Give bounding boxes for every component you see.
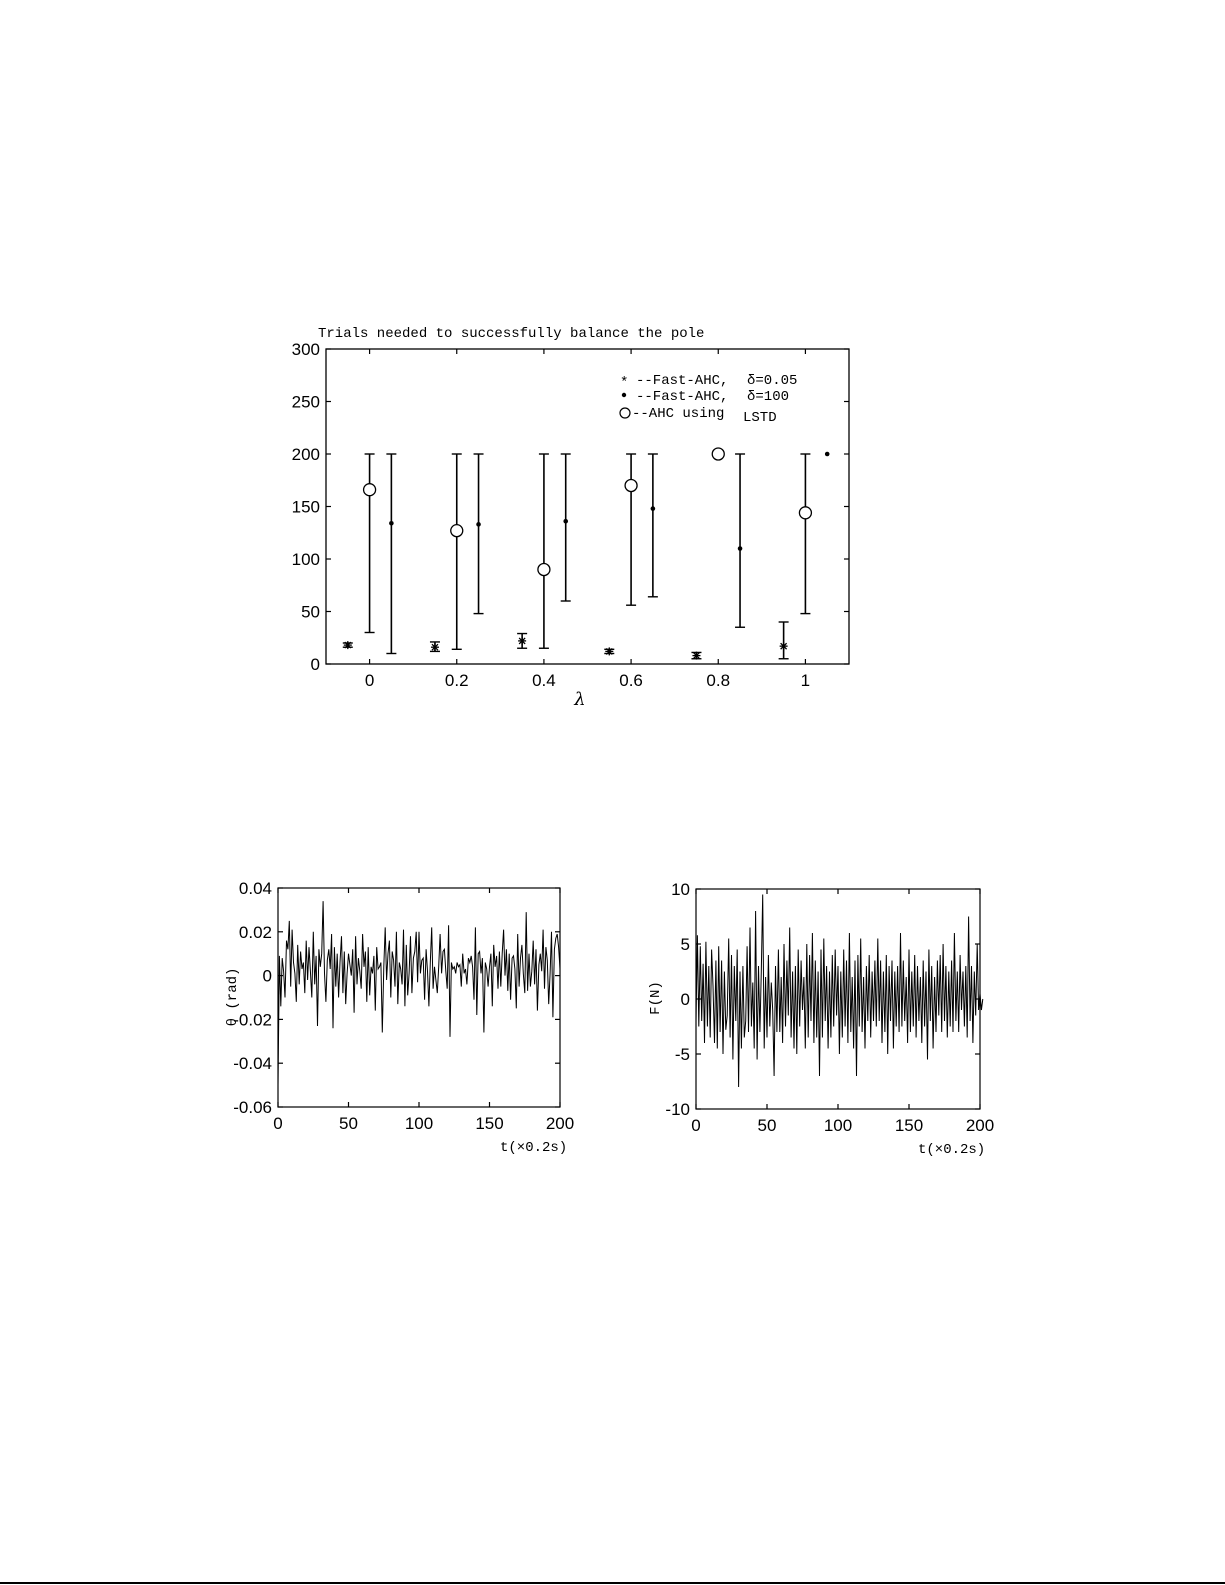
x-tick-label: 100 — [823, 1116, 853, 1135]
x-tick-label: 0.8 — [706, 671, 731, 690]
y-axis-label: θ (rad) — [225, 967, 241, 1027]
circle-point — [451, 525, 463, 537]
x-tick-label: 150 — [475, 1114, 504, 1133]
x-axis-label: λ — [574, 689, 586, 710]
x-tick-label: 0 — [273, 1114, 283, 1133]
legend-label-1: --Fast-AHC, — [636, 373, 729, 389]
theta-chart — [220, 872, 600, 1164]
theta-series-line — [278, 901, 560, 1085]
y-tick-label: 150 — [291, 497, 320, 517]
x-axis-ticks — [365, 349, 810, 690]
dot-icon — [622, 393, 626, 397]
circle-point — [538, 564, 550, 576]
x-tick-label: 1 — [800, 671, 811, 690]
x-tick-label: 50 — [339, 1114, 358, 1133]
y-tick-label: 0 — [680, 990, 690, 1009]
legend-label-2: --Fast-AHC, — [636, 389, 729, 405]
x-tick-label: 0.2 — [444, 671, 469, 690]
legend-delta-2: δ=100 — [747, 389, 790, 405]
y-tick-label: -0.04 — [233, 1054, 272, 1074]
asterisk-point — [780, 642, 788, 650]
y-tick-label: 300 — [291, 340, 320, 359]
x-tick-label: 0.4 — [532, 671, 556, 690]
circle-point — [625, 480, 637, 492]
asterisk-point — [431, 643, 439, 651]
y-tick-label: 5 — [680, 935, 690, 954]
legend-delta-1: δ=0.05 — [747, 373, 798, 389]
y-tick-label: 10 — [671, 880, 690, 899]
circle-point — [364, 484, 376, 496]
dot-point — [738, 546, 743, 551]
legend-delta-3: LSTD — [743, 410, 777, 426]
data-marks — [343, 448, 830, 660]
y-tick-label: 0.02 — [238, 922, 272, 942]
y-tick-label: -0.02 — [233, 1010, 272, 1030]
x-axis-label: t(×0.2s) — [918, 1142, 986, 1158]
legend-item-circle — [620, 406, 777, 426]
x-tick-label: 0 — [364, 671, 375, 690]
dot-point — [825, 452, 830, 457]
dot-point — [651, 506, 656, 511]
circle-point — [712, 448, 724, 460]
asterisk-point — [344, 641, 352, 649]
y-tick-label: 0.04 — [238, 879, 272, 898]
y-tick-label: -0.06 — [233, 1098, 272, 1117]
y-tick-label: -10 — [665, 1100, 690, 1119]
y-tick-label: 50 — [301, 602, 320, 622]
x-tick-label: 200 — [965, 1116, 995, 1135]
legend-item-dot — [622, 389, 789, 405]
page-bottom-rule — [0, 1582, 1225, 1584]
chart-title: Trials needed to successfully balance the pole — [318, 326, 705, 342]
plot-frame — [278, 888, 560, 1107]
y-axis-label: F(N) — [648, 981, 664, 1015]
x-tick-label: 150 — [894, 1116, 924, 1135]
legend — [620, 373, 797, 426]
x-tick-label: 0.6 — [619, 671, 643, 690]
y-tick-label: 200 — [291, 445, 320, 464]
x-tick-label: 200 — [545, 1114, 575, 1133]
y-tick-label: 250 — [291, 392, 320, 412]
legend-label-3: --AHC using — [632, 406, 725, 422]
circle-point — [799, 507, 811, 519]
y-tick-label: 100 — [291, 550, 320, 569]
asterisk-point — [692, 652, 700, 660]
dot-point — [389, 521, 394, 526]
asterisk-icon: * — [620, 375, 629, 391]
x-axis-ticks — [273, 888, 574, 1133]
force-chart — [640, 872, 1010, 1164]
force-series-line — [696, 895, 983, 1088]
asterisk-point — [518, 637, 526, 645]
dot-point — [563, 519, 568, 524]
x-tick-label: 100 — [404, 1114, 434, 1133]
y-tick-label: -5 — [674, 1045, 690, 1064]
dot-point — [476, 522, 481, 527]
y-tick-label: 0 — [262, 966, 272, 986]
x-tick-label: 0 — [691, 1116, 701, 1135]
asterisk-point — [605, 647, 613, 655]
y-tick-label: 0 — [310, 655, 320, 674]
x-tick-label: 50 — [757, 1116, 777, 1135]
x-axis-label: t(×0.2s) — [500, 1140, 568, 1156]
trials-chart — [283, 316, 858, 716]
circle-icon — [620, 408, 630, 418]
